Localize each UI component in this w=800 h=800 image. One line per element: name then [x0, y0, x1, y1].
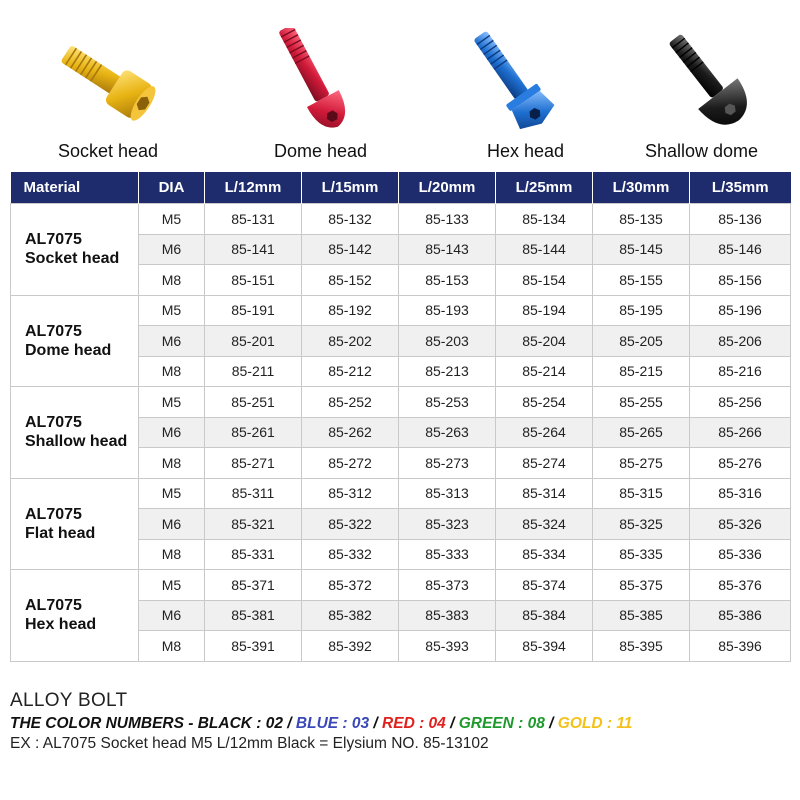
dia-cell: M5 [139, 478, 205, 509]
part-number-cell: 85-263 [399, 417, 496, 448]
part-number-cell: 85-395 [593, 631, 690, 662]
part-number-cell: 85-316 [690, 478, 791, 509]
table-body [11, 204, 791, 662]
table-row [11, 295, 791, 326]
part-number-cell: 85-335 [593, 539, 690, 570]
part-number-cell: 85-214 [496, 356, 593, 387]
material-cell [11, 387, 139, 479]
part-number-cell: 85-135 [593, 204, 690, 235]
part-number-cell: 85-336 [690, 539, 791, 570]
footer-notes [10, 690, 790, 753]
part-number-cell: 85-376 [690, 570, 791, 601]
part-number-cell: 85-196 [690, 295, 791, 326]
part-number-cell: 85-142 [302, 234, 399, 265]
bolt-images [0, 0, 800, 170]
part-number-cell: 85-213 [399, 356, 496, 387]
part-number-cell: 85-156 [690, 265, 791, 296]
part-number-cell: 85-266 [690, 417, 791, 448]
part-number-cell: 85-262 [302, 417, 399, 448]
color-numbers-line [10, 715, 790, 733]
part-number-table [10, 172, 791, 662]
part-number-cell: 85-375 [593, 570, 690, 601]
part-number-cell: 85-144 [496, 234, 593, 265]
part-number-cell: 85-212 [302, 356, 399, 387]
head-type: Shallow head [25, 433, 128, 451]
dia-cell: M6 [139, 326, 205, 357]
part-number-cell: 85-261 [205, 417, 302, 448]
dia-cell: M5 [139, 570, 205, 601]
part-number-cell: 85-392 [302, 631, 399, 662]
dome-head-bolt-icon [248, 28, 378, 133]
part-number-cell: 85-251 [205, 387, 302, 418]
part-number-cell: 85-195 [593, 295, 690, 326]
head-type: Dome head [25, 341, 112, 359]
part-number-cell: 85-323 [399, 509, 496, 540]
part-number-cell: 85-386 [690, 600, 791, 631]
header-l20: L/20mm [399, 172, 496, 204]
dia-cell: M5 [139, 387, 205, 418]
part-number-cell: 85-312 [302, 478, 399, 509]
part-number-cell: 85-192 [302, 295, 399, 326]
part-number-cell: 85-145 [593, 234, 690, 265]
part-number-cell: 85-315 [593, 478, 690, 509]
header-l12: L/12mm [205, 172, 302, 204]
part-number-cell: 85-206 [690, 326, 791, 357]
hex-head-bolt-icon [452, 26, 572, 136]
color-segment: GREEN : 08 [458, 715, 545, 732]
part-number-cell: 85-152 [302, 265, 399, 296]
header-material: Material [11, 172, 139, 204]
bolt-label-socket-head: Socket head [58, 141, 159, 161]
part-number-cell: 85-332 [302, 539, 399, 570]
table-row [11, 478, 791, 509]
header-l15: L/15mm [302, 172, 399, 204]
dia-cell: M6 [139, 600, 205, 631]
part-number-cell: 85-326 [690, 509, 791, 540]
part-number-cell: 85-391 [205, 631, 302, 662]
part-number-cell: 85-314 [496, 478, 593, 509]
example-line: EX : AL7075 Socket head M5 L/12mm Black = Elysium NO. 85-13102 [10, 735, 489, 752]
part-number-cell: 85-273 [399, 448, 496, 479]
table-row [11, 570, 791, 601]
part-number-cell: 85-155 [593, 265, 690, 296]
dia-cell: M6 [139, 234, 205, 265]
color-segment: / [544, 715, 558, 732]
part-number-cell: 85-134 [496, 204, 593, 235]
footer-title: ALLOY BOLT [10, 690, 128, 711]
head-type: Hex head [25, 616, 97, 634]
color-segment: / [445, 715, 459, 732]
part-number-cell: 85-274 [496, 448, 593, 479]
dia-cell: M8 [139, 539, 205, 570]
part-number-cell: 85-133 [399, 204, 496, 235]
material-name: AL7075 [25, 322, 82, 340]
bolt-label-hex-head: Hex head [487, 141, 565, 161]
part-number-cell: 85-374 [496, 570, 593, 601]
part-number-cell: 85-141 [205, 234, 302, 265]
header-l30: L/30mm [593, 172, 690, 204]
dia-cell: M8 [139, 448, 205, 479]
part-number-cell: 85-255 [593, 387, 690, 418]
head-type: Flat head [25, 524, 96, 542]
material-name: AL7075 [25, 505, 82, 523]
material-name: AL7075 [25, 597, 82, 615]
color-segment: GOLD : 11 [557, 715, 633, 732]
part-number-cell: 85-325 [593, 509, 690, 540]
table-row [11, 204, 791, 235]
material-cell [11, 204, 139, 296]
part-number-cell: 85-256 [690, 387, 791, 418]
material-cell [11, 570, 139, 662]
dia-cell: M6 [139, 509, 205, 540]
material-cell [11, 295, 139, 387]
part-number-cell: 85-202 [302, 326, 399, 357]
color-segment: / [369, 715, 383, 732]
header-l35: L/35mm [690, 172, 791, 204]
bolt-label-dome-head: Dome head [274, 141, 368, 161]
shallow-dome-bolt-icon [648, 26, 768, 136]
part-number-cell: 85-154 [496, 265, 593, 296]
dia-cell: M5 [139, 204, 205, 235]
socket-head-bolt-icon [42, 30, 172, 130]
part-number-cell: 85-371 [205, 570, 302, 601]
part-number-cell: 85-253 [399, 387, 496, 418]
part-number-cell: 85-211 [205, 356, 302, 387]
part-number-cell: 85-203 [399, 326, 496, 357]
part-number-cell: 85-382 [302, 600, 399, 631]
part-number-cell: 85-153 [399, 265, 496, 296]
part-number-cell: 85-131 [205, 204, 302, 235]
part-number-cell: 85-151 [205, 265, 302, 296]
part-number-cell: 85-204 [496, 326, 593, 357]
part-number-cell: 85-193 [399, 295, 496, 326]
part-number-cell: 85-322 [302, 509, 399, 540]
part-number-cell: 85-272 [302, 448, 399, 479]
material-name: AL7075 [25, 414, 82, 432]
head-type: Socket head [25, 250, 120, 268]
part-number-cell: 85-321 [205, 509, 302, 540]
part-number-cell: 85-334 [496, 539, 593, 570]
part-number-cell: 85-384 [496, 600, 593, 631]
part-number-cell: 85-194 [496, 295, 593, 326]
part-number-cell: 85-252 [302, 387, 399, 418]
part-number-cell: 85-254 [496, 387, 593, 418]
part-number-cell: 85-311 [205, 478, 302, 509]
part-number-cell: 85-205 [593, 326, 690, 357]
dia-cell: M5 [139, 295, 205, 326]
part-number-cell: 85-333 [399, 539, 496, 570]
part-number-cell: 85-372 [302, 570, 399, 601]
part-number-cell: 85-396 [690, 631, 791, 662]
color-segment: RED : 04 [382, 715, 446, 732]
part-number-cell: 85-264 [496, 417, 593, 448]
part-number-cell: 85-393 [399, 631, 496, 662]
part-number-cell: 85-394 [496, 631, 593, 662]
part-number-cell: 85-275 [593, 448, 690, 479]
part-number-cell: 85-143 [399, 234, 496, 265]
header-l25: L/25mm [496, 172, 593, 204]
part-number-cell: 85-313 [399, 478, 496, 509]
dia-cell: M8 [139, 356, 205, 387]
part-number-cell: 85-383 [399, 600, 496, 631]
dia-cell: M8 [139, 265, 205, 296]
part-number-cell: 85-265 [593, 417, 690, 448]
table-row [11, 387, 791, 418]
part-number-cell: 85-215 [593, 356, 690, 387]
part-number-cell: 85-385 [593, 600, 690, 631]
part-number-cell: 85-373 [399, 570, 496, 601]
part-number-cell: 85-136 [690, 204, 791, 235]
color-segment: BLUE : 03 [295, 715, 370, 732]
part-number-cell: 85-132 [302, 204, 399, 235]
part-number-cell: 85-324 [496, 509, 593, 540]
bolt-label-shallow-dome: Shallow dome [645, 141, 759, 161]
part-number-cell: 85-276 [690, 448, 791, 479]
material-name: AL7075 [25, 231, 82, 249]
table-header-row [11, 172, 791, 204]
part-number-cell: 85-216 [690, 356, 791, 387]
part-number-cell: 85-191 [205, 295, 302, 326]
color-segment: THE COLOR NUMBERS - BLACK : 02 / [10, 715, 296, 732]
header-dia: DIA [139, 172, 205, 204]
part-number-cell: 85-201 [205, 326, 302, 357]
part-number-cell: 85-271 [205, 448, 302, 479]
material-cell [11, 478, 139, 570]
part-number-cell: 85-146 [690, 234, 791, 265]
part-number-cell: 85-381 [205, 600, 302, 631]
dia-cell: M8 [139, 631, 205, 662]
part-number-cell: 85-331 [205, 539, 302, 570]
dia-cell: M6 [139, 417, 205, 448]
